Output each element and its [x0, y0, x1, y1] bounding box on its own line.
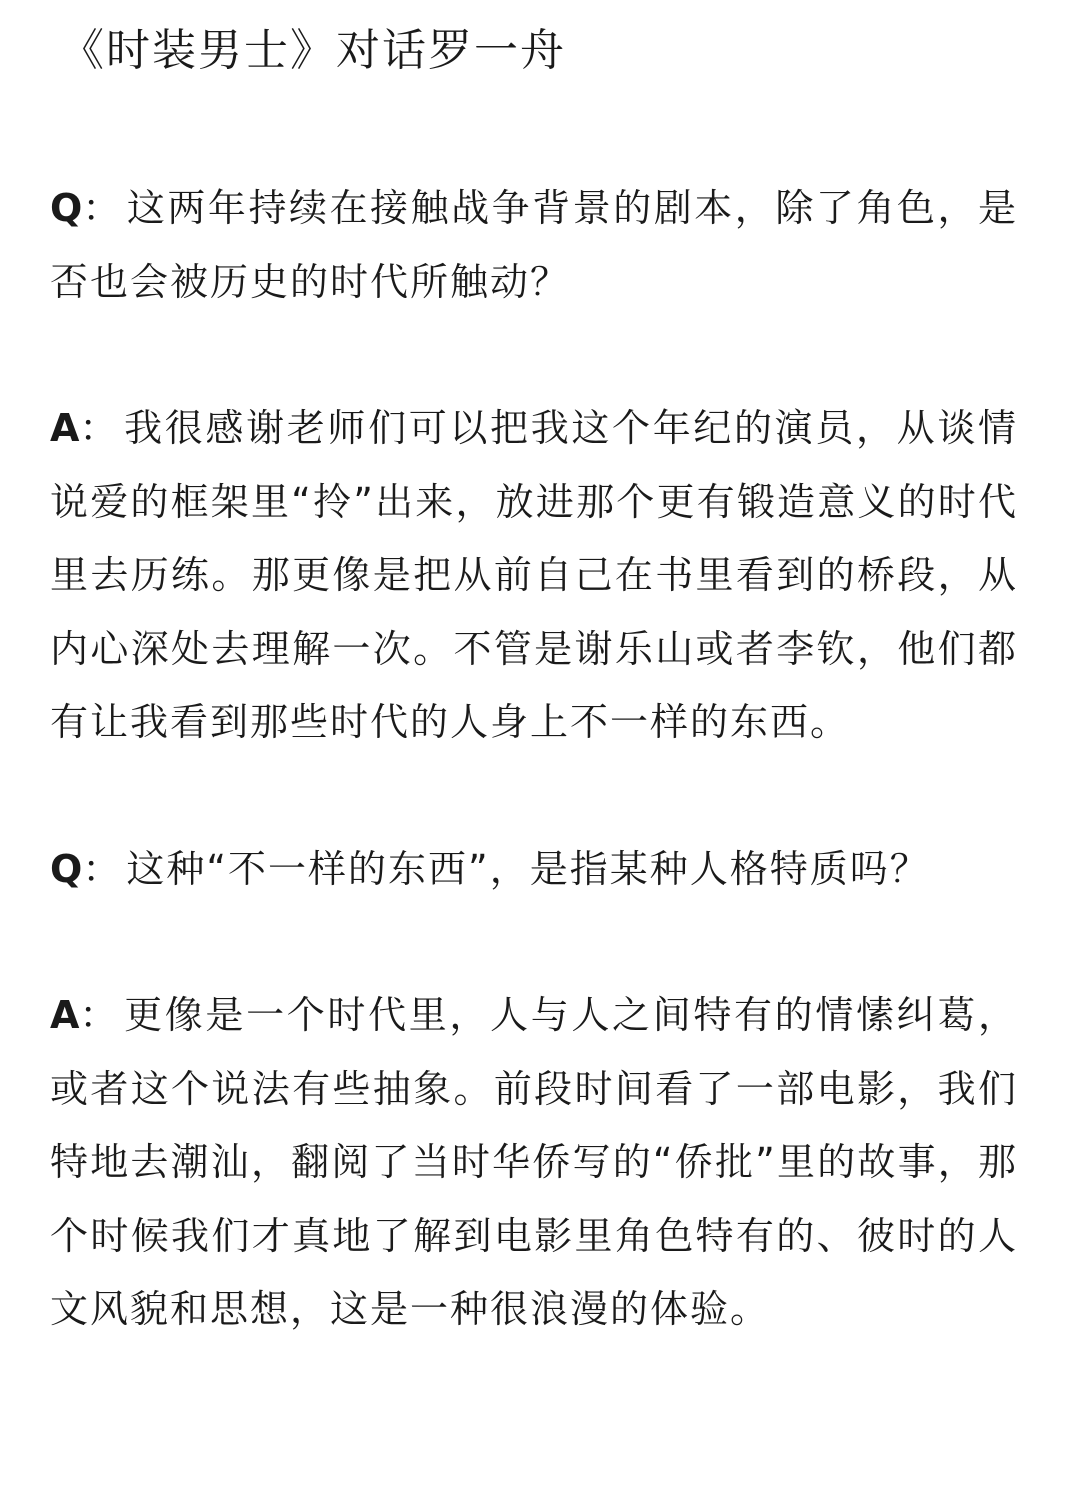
question-text: 这两年持续在接触战争背景的剧本，除了角色，是否也会被历史的时代所触动？: [50, 186, 1018, 304]
tag-colon: ：: [82, 846, 123, 891]
answer-text: 更像是一个时代里，人与人之间特有的情愫纠葛，或者这个说法有些抽象。前段时间看了一部电影，我们特地去潮汕，翻阅了当时华侨写的“侨批”里的故事，那个时候我们才真地了解到电影里角色特有的、彼时的人文风貌和思想，这是一种很浪漫的体验。: [50, 993, 1018, 1331]
tag-colon: ：: [82, 186, 123, 230]
question-2: [50, 833, 1018, 907]
answer-tag: A: [50, 993, 80, 1037]
tag-colon: ：: [79, 406, 120, 450]
article-title: 《时装男士》对话罗一舟: [60, 25, 566, 76]
answer-tag: A: [50, 406, 80, 450]
answer-1: [50, 392, 1018, 760]
answer-text: 我很感谢老师们可以把我这个年纪的演员，从谈情说爱的框架里“拎”出来，放进那个更有锻造意义的时代里去历练。那更像是把从前自己在书里看到的桥段，从内心深处去理解一次。不管是谢乐山或者李钦，他们都有让我看到那些时代的人身上不一样的东西。: [50, 406, 1018, 744]
question-tag: Q: [50, 846, 83, 891]
question-1: [50, 172, 1018, 319]
tag-colon: ：: [79, 993, 120, 1037]
answer-2: [50, 979, 1018, 1347]
question-text: 这种“不一样的东西”，是指某种人格特质吗？: [126, 846, 930, 891]
question-tag: Q: [50, 186, 83, 230]
